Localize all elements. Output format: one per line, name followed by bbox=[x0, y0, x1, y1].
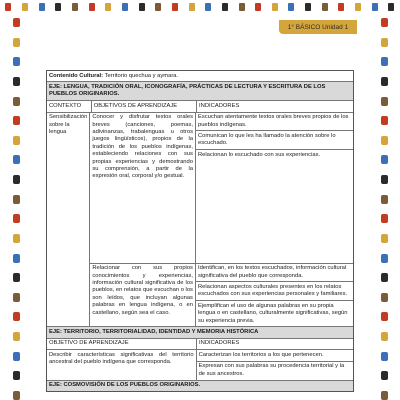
indicator-2-2: Relacionan aspectos culturales presentes en los relatos escuchados con sus experiencias personales y familiares. bbox=[196, 281, 353, 300]
axis2-header-indicators: INDICADORES bbox=[196, 339, 353, 349]
decor-glyph-icon bbox=[13, 97, 20, 106]
decor-glyph-icon bbox=[381, 175, 388, 184]
decor-glyph-icon bbox=[381, 195, 388, 204]
decor-glyph-icon bbox=[372, 3, 378, 11]
decor-glyph-icon bbox=[381, 57, 388, 66]
decor-glyph-icon bbox=[139, 3, 145, 11]
decor-glyph-icon bbox=[381, 254, 388, 263]
content-label: Contenido Cultural: bbox=[49, 72, 104, 79]
decor-glyph-icon bbox=[189, 3, 195, 11]
decor-glyph-icon bbox=[13, 293, 20, 302]
decor-glyph-icon bbox=[13, 77, 20, 86]
decor-glyph-icon bbox=[13, 214, 20, 223]
decor-glyph-icon bbox=[381, 391, 388, 400]
decor-glyph-icon bbox=[381, 18, 388, 27]
axis1-title-row bbox=[47, 82, 353, 101]
decor-glyph-icon bbox=[13, 136, 20, 145]
decor-glyph-icon bbox=[39, 3, 45, 11]
axis2-body bbox=[47, 350, 353, 380]
decor-glyph-icon bbox=[381, 371, 388, 380]
decor-glyph-icon bbox=[388, 3, 394, 11]
decor-glyph-icon bbox=[5, 3, 11, 11]
decor-glyph-icon bbox=[205, 3, 211, 11]
content-row bbox=[47, 71, 353, 82]
decor-glyph-icon bbox=[381, 116, 388, 125]
curriculum-table bbox=[46, 70, 354, 392]
decor-glyph-icon bbox=[381, 352, 388, 361]
decor-glyph-icon bbox=[13, 116, 20, 125]
right-decor-column bbox=[376, 18, 392, 400]
decor-glyph-icon bbox=[13, 371, 20, 380]
axis2-header-row bbox=[47, 339, 353, 350]
header-objectives: OBJETIVOS DE APRENDIZAJE bbox=[91, 101, 196, 111]
left-decor-column bbox=[8, 18, 24, 400]
axis2-objective: Describir características significativas del territorio ancestral del pueblo indígena que corresponda. bbox=[49, 351, 194, 366]
objective-2: Relacionar con sus propios conocimientos y experiencias, información cultural significativa de los pueblos, en relatos que escuchan o los son leídos, que incluyan algunas palabras en lengua indígena, o en castellano, según sea el caso. bbox=[89, 264, 195, 327]
decor-glyph-icon bbox=[13, 332, 20, 341]
indicator-1-2: Comunican lo que les ha llamado la atención sobre lo escuchado. bbox=[196, 130, 353, 149]
decor-glyph-icon bbox=[13, 254, 20, 263]
decor-glyph-icon bbox=[381, 155, 388, 164]
decor-glyph-icon bbox=[72, 3, 78, 11]
context-text: Sensibilización sobre la lengua bbox=[49, 114, 88, 135]
unit-label: 1° BÁSICO Unidad 1 bbox=[279, 20, 357, 34]
decor-glyph-icon bbox=[338, 3, 344, 11]
header-indicators: INDICADORES bbox=[196, 101, 353, 111]
axis1-title: EJE: LENGUA, TRADICIÓN ORAL, ICONOGRAFÍA, PRÁCTICAS DE LECTURA Y ESCRITURA DE LOS PUEBLOS ORIGINARIOS. bbox=[49, 83, 326, 98]
decor-glyph-icon bbox=[13, 312, 20, 321]
decor-glyph-icon bbox=[13, 18, 20, 27]
top-decor-band bbox=[0, 0, 400, 14]
decor-glyph-icon bbox=[305, 3, 311, 11]
axis1-body bbox=[47, 113, 353, 328]
axis3-title-row bbox=[47, 381, 353, 391]
decor-glyph-icon bbox=[381, 38, 388, 47]
decor-glyph-icon bbox=[355, 3, 361, 11]
decor-glyph-icon bbox=[381, 293, 388, 302]
decor-glyph-icon bbox=[381, 332, 388, 341]
decor-glyph-icon bbox=[13, 38, 20, 47]
decor-glyph-icon bbox=[13, 155, 20, 164]
decor-glyph-icon bbox=[322, 3, 328, 11]
indicator-1-1: Escuchan atentamente textos orales breves propios de los pueblos indígenas. bbox=[197, 114, 349, 128]
decor-glyph-icon bbox=[222, 3, 228, 11]
decor-glyph-icon bbox=[13, 391, 20, 400]
indicator-2-1: Identifican, en los textos escuchados, información cultural significativa del pueblo que corresponda. bbox=[197, 265, 347, 279]
decor-glyph-icon bbox=[381, 312, 388, 321]
decor-glyph-icon bbox=[239, 3, 245, 11]
objective-1: Conocer y disfrutar textos orales breves (canciones, poemas, adivinanzas, trabalenguas u otros juegos lingüísticos), propios de la tradición de los pueblos indígenas, estableciendo relaciones con sus propias experiencias y demostrando su comprensión, a partir de la expresión oral, corporal y/o gestual. bbox=[89, 113, 195, 263]
decor-glyph-icon bbox=[381, 77, 388, 86]
decor-glyph-icon bbox=[13, 175, 20, 184]
decor-glyph-icon bbox=[55, 3, 61, 11]
decor-glyph-icon bbox=[381, 136, 388, 145]
decor-glyph-icon bbox=[105, 3, 111, 11]
decor-glyph-icon bbox=[13, 352, 20, 361]
decor-glyph-icon bbox=[13, 195, 20, 204]
header-context: CONTEXTO bbox=[49, 102, 82, 109]
decor-glyph-icon bbox=[122, 3, 128, 11]
axis2-title: EJE: TERRITORIO, TERRITORIALIDAD, IDENTIDAD Y MEMORIA HISTÓRICA bbox=[49, 328, 259, 335]
axis2-header-objective: OBJETIVO DE APRENDIZAJE bbox=[49, 340, 129, 347]
decor-glyph-icon bbox=[155, 3, 161, 11]
decor-glyph-icon bbox=[89, 3, 95, 11]
content-value: Territorio quechua y aymara. bbox=[104, 72, 179, 79]
decor-glyph-icon bbox=[22, 3, 28, 11]
indicator-1-3: Relacionan lo escuchado con sus experiencias. bbox=[196, 149, 353, 160]
axis2-indicator-1: Caracterizan los territorios a los que pertenecen. bbox=[198, 351, 324, 358]
decor-glyph-icon bbox=[272, 3, 278, 11]
decor-glyph-icon bbox=[172, 3, 178, 11]
axis1-header-row bbox=[47, 101, 353, 112]
axis2-indicator-2: Expresan con sus palabras su procedencia territorial y la de sus ancestros. bbox=[197, 361, 353, 380]
decor-glyph-icon bbox=[13, 273, 20, 282]
decor-glyph-icon bbox=[288, 3, 294, 11]
decor-glyph-icon bbox=[381, 234, 388, 243]
axis2-title-row bbox=[47, 327, 353, 338]
decor-glyph-icon bbox=[381, 273, 388, 282]
decor-glyph-icon bbox=[13, 57, 20, 66]
decor-glyph-icon bbox=[255, 3, 261, 11]
decor-glyph-icon bbox=[13, 234, 20, 243]
indicator-2-3: Ejemplifican el uso de algunas palabras en su propia lengua o en castellano, culturalmente significativas, según su experiencia previa. bbox=[196, 300, 353, 326]
decor-glyph-icon bbox=[381, 214, 388, 223]
axis3-title: EJE: COSMOVISIÓN DE LOS PUEBLOS ORIGINARIOS. bbox=[49, 382, 201, 388]
decor-glyph-icon bbox=[381, 97, 388, 106]
